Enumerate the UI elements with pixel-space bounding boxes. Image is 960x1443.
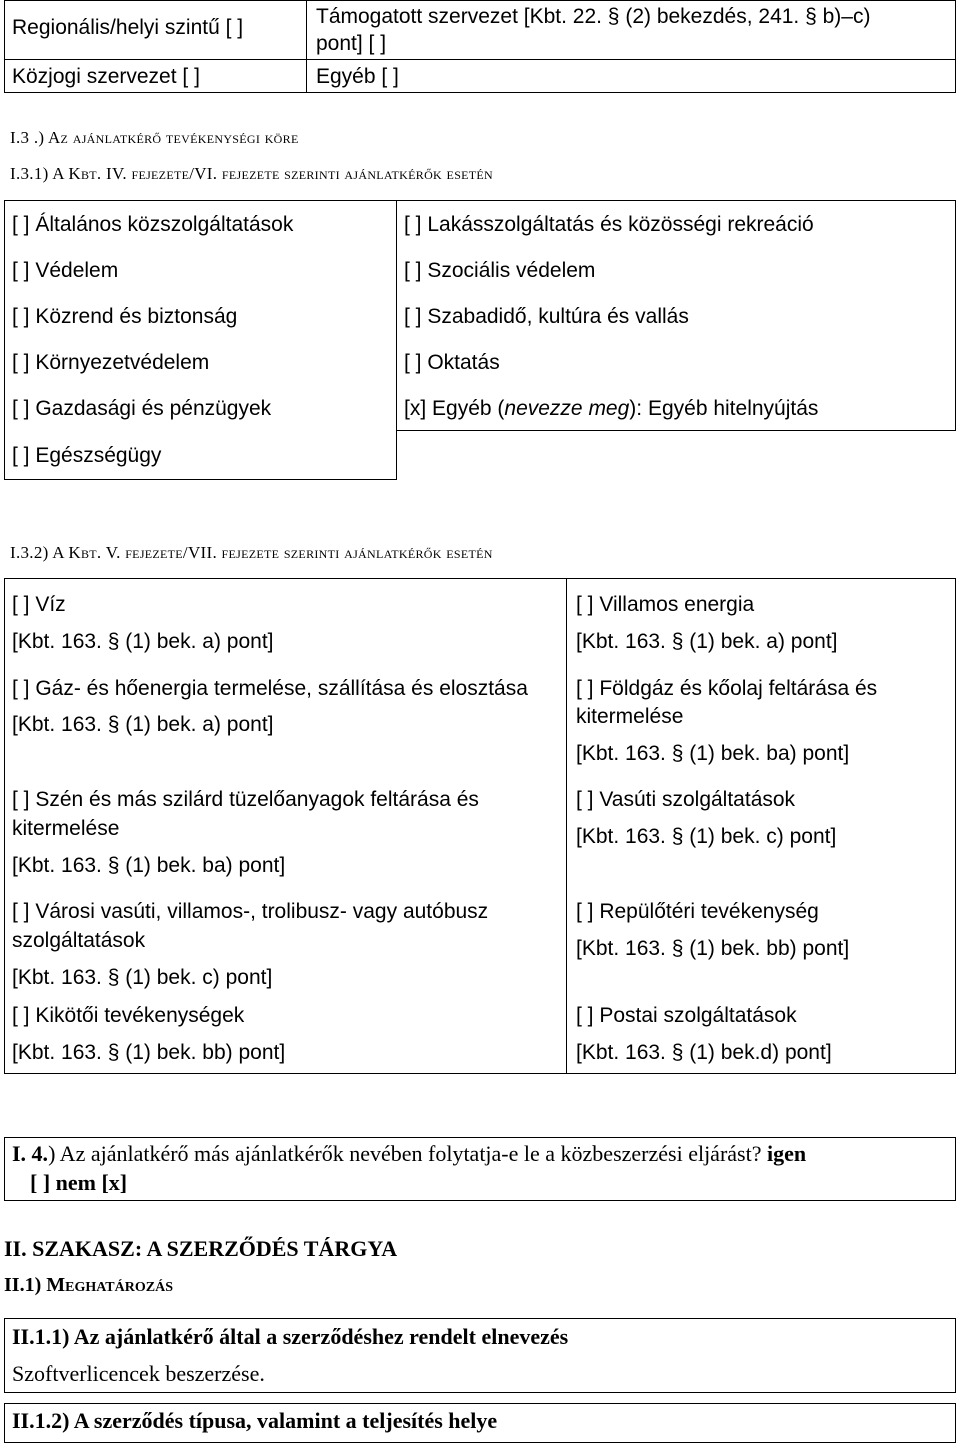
utility-gas-heat: [ ] Gáz- és hőenergia termelése, szállítása és elosztása	[12, 677, 528, 700]
activity-environment: [ ] Környezetvédelem	[12, 351, 210, 374]
utility-urban-transport-ref: [Kbt. 163. § (1) bek. c) pont]	[12, 966, 273, 989]
regional-level-option: Regionális/helyi szintű [ ]	[12, 16, 244, 39]
top-table-col-divider	[306, 0, 307, 93]
section-i3-heading: I.3 .) Az ajánlatkérő tevékenységi köre	[10, 128, 299, 147]
activity-table-col-divider	[396, 200, 397, 480]
activity-table-left-border	[4, 200, 5, 480]
utility-coal-cont: kitermelése	[12, 817, 120, 840]
activity-table-right-bottom	[396, 430, 956, 431]
supported-organization-option: Támogatott szervezet [Kbt. 22. § (2) bekezdés, 241. § b)–c)	[316, 5, 871, 28]
utility-electricity: [ ] Villamos energia	[576, 593, 755, 616]
section-ii11-label: II.1.1) Az ajánlatkérő által a szerződéshez rendelt elnevezés	[12, 1324, 569, 1349]
top-table-divider	[4, 59, 956, 60]
activity-table-right-border	[955, 200, 956, 430]
utility-oil-gas: [ ] Földgáz és kőolaj feltárása és	[576, 677, 878, 700]
utility-coal: [ ] Szén és más szilárd tüzelőanyagok feltárása és	[12, 788, 479, 811]
activity-housing: [ ] Lakásszolgáltatás és közösségi rekreáció	[404, 213, 814, 236]
other-option: Egyéb [ ]	[316, 65, 399, 88]
activity-defence: [ ] Védelem	[12, 259, 119, 282]
utility-postal: [ ] Postai szolgáltatások	[576, 1004, 797, 1027]
section-i4-question: I. 4.) Az ajánlatkérő más ajánlatkérők nevében folytatja-e le a közbeszerzési eljárást? igen	[12, 1141, 807, 1166]
section-ii1-heading: II.1) Meghatározás	[4, 1274, 173, 1296]
section-i31-heading: I.3.1) A Kbt. IV. fejezete/VI. fejezete szerinti ajánlatkérők esetén	[10, 164, 494, 183]
contract-title-value: Szoftverlicencek beszerzése.	[12, 1361, 265, 1386]
activity-health: [ ] Egészségügy	[12, 444, 162, 467]
activity-general-public-services: [ ] Általános közszolgáltatások	[12, 213, 294, 236]
utility-table-col-divider	[566, 578, 567, 1074]
utility-ports: [ ] Kikötői tevékenységek	[12, 1004, 245, 1027]
utility-postal-ref: [Kbt. 163. § (1) bek.d) pont]	[576, 1041, 832, 1064]
utility-coal-ref: [Kbt. 163. § (1) bek. ba) pont]	[12, 854, 286, 877]
section-i32-heading: I.3.2) A Kbt. V. fejezete/VII. fejezete szerinti ajánlatkérők esetén	[10, 543, 493, 562]
activity-other: [x] Egyéb (nevezze meg): Egyéb hitelnyújtás	[404, 397, 819, 420]
utility-water-ref: [Kbt. 163. § (1) bek. a) pont]	[12, 630, 274, 653]
section-ii-heading: II. SZAKASZ: A SZERZŐDÉS TÁRGYA	[4, 1236, 398, 1261]
section-ii12-label: II.1.2) A szerződés típusa, valamint a teljesítés helye	[12, 1408, 498, 1433]
utility-airport: [ ] Repülőtéri tevékenység	[576, 900, 819, 923]
activity-social-protection: [ ] Szociális védelem	[404, 259, 596, 282]
supported-organization-option-cont: pont] [ ]	[316, 32, 387, 55]
activity-recreation-culture: [ ] Szabadidő, kultúra és vallás	[404, 305, 689, 328]
activity-table-left-bottom	[4, 479, 397, 480]
utility-railway-ref: [Kbt. 163. § (1) bek. c) pont]	[576, 825, 837, 848]
utility-urban-transport-cont: szolgáltatások	[12, 929, 146, 952]
section-i4-answer: [ ] nem [x]	[30, 1170, 128, 1195]
utility-water: [ ] Víz	[12, 593, 66, 616]
utility-ports-ref: [Kbt. 163. § (1) bek. bb) pont]	[12, 1041, 286, 1064]
utility-gas-heat-ref: [Kbt. 163. § (1) bek. a) pont]	[12, 713, 274, 736]
activity-table-top-border	[4, 200, 956, 201]
utility-oil-gas-cont: kitermelése	[576, 705, 684, 728]
utility-railway: [ ] Vasúti szolgáltatások	[576, 788, 796, 811]
activity-public-order: [ ] Közrend és biztonság	[12, 305, 238, 328]
utility-airport-ref: [Kbt. 163. § (1) bek. bb) pont]	[576, 937, 850, 960]
public-law-organization-option: Közjogi szervezet [ ]	[12, 65, 200, 88]
utility-urban-transport: [ ] Városi vasúti, villamos-, trolibusz- vagy autóbusz	[12, 900, 489, 923]
activity-economic-financial: [ ] Gazdasági és pénzügyek	[12, 397, 272, 420]
utility-oil-gas-ref: [Kbt. 163. § (1) bek. ba) pont]	[576, 742, 850, 765]
utility-electricity-ref: [Kbt. 163. § (1) bek. a) pont]	[576, 630, 838, 653]
activity-education: [ ] Oktatás	[404, 351, 500, 374]
